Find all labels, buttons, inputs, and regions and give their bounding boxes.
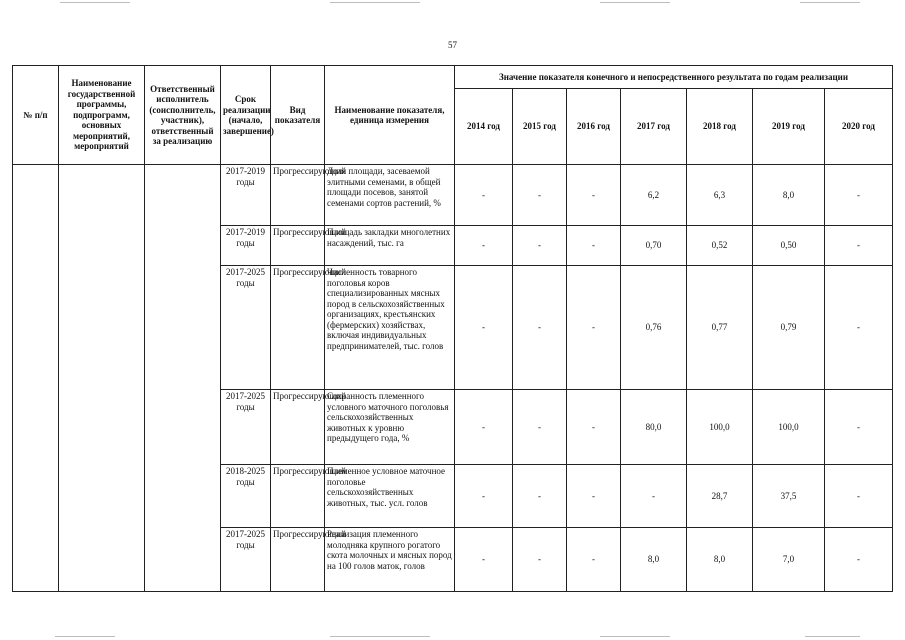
scan-edge-mark	[330, 2, 420, 3]
value-cell: 6,2	[621, 165, 687, 226]
value-cell: -	[455, 390, 513, 465]
kind-cell: Прогрессирующий	[271, 390, 325, 465]
indicator-cell: Племенное условное маточное поголовье сельскохозяйственных животных, тыс. усл. голов	[325, 465, 455, 528]
header-values-group: Значение показателя конечного и непосредственного результата по годам реализации	[455, 66, 893, 89]
header-year: 2014 год	[455, 89, 513, 165]
value-cell: -	[825, 390, 893, 465]
value-cell: -	[825, 465, 893, 528]
value-cell: -	[455, 465, 513, 528]
value-cell: 0,50	[753, 226, 825, 266]
header-program: Наименование государственной программы, подпрограмм, основных мероприятий, мероприятий	[59, 66, 145, 165]
indicator-cell: Реализация племенного молодняка крупного рогатого скота молочных и мясных пород на 100 голов маток, голов	[325, 528, 455, 592]
indicator-cell: Доля площади, засеваемой элитными семенами, в общей площади посевов, занятой семенами сортов растений, %	[325, 165, 455, 226]
value-cell: -	[513, 226, 567, 266]
header-indicator: Наименование показателя, единица измерения	[325, 66, 455, 165]
page-number: 57	[448, 40, 457, 50]
scan-edge-mark	[600, 636, 670, 637]
value-cell: -	[825, 165, 893, 226]
value-cell: 0,70	[621, 226, 687, 266]
number-cell	[13, 165, 59, 592]
value-cell: -	[567, 226, 621, 266]
value-cell: 28,7	[687, 465, 753, 528]
value-cell: -	[567, 465, 621, 528]
value-cell: -	[513, 528, 567, 592]
value-cell: 100,0	[687, 390, 753, 465]
value-cell: -	[825, 266, 893, 390]
indicators-table	[12, 65, 893, 592]
value-cell: 6,3	[687, 165, 753, 226]
scan-edge-mark	[55, 636, 115, 637]
header-year: 2017 год	[621, 89, 687, 165]
scan-edge-mark	[60, 2, 130, 3]
kind-cell: Прогрессирующий	[271, 528, 325, 592]
term-cell: 2017-2025 годы	[221, 266, 271, 390]
value-cell: 8,0	[687, 528, 753, 592]
value-cell: -	[513, 390, 567, 465]
term-cell: 2017-2025 годы	[221, 528, 271, 592]
header-year: 2015 год	[513, 89, 567, 165]
scan-edge-mark	[805, 636, 860, 637]
value-cell: 0,52	[687, 226, 753, 266]
header-year: 2019 год	[753, 89, 825, 165]
header-term: Срок реализации (начало, завершение)	[221, 66, 271, 165]
value-cell: -	[455, 266, 513, 390]
scan-edge-mark	[600, 2, 670, 3]
kind-cell: Прогрессирующий	[271, 226, 325, 266]
header-year: 2018 год	[687, 89, 753, 165]
value-cell: 37,5	[753, 465, 825, 528]
header-number: № п/п	[13, 66, 59, 165]
kind-cell: Прогрессирующий	[271, 465, 325, 528]
value-cell: -	[567, 528, 621, 592]
value-cell: -	[567, 266, 621, 390]
term-cell: 2017-2019 годы	[221, 226, 271, 266]
value-cell: 0,76	[621, 266, 687, 390]
program-cell	[59, 165, 145, 592]
value-cell: -	[455, 165, 513, 226]
indicator-cell: Сохранность племенного условного маточного поголовья сельскохозяйственных животных к уровню предыдущего года, %	[325, 390, 455, 465]
value-cell: 7,0	[753, 528, 825, 592]
value-cell: -	[825, 226, 893, 266]
header-kind: Вид показателя	[271, 66, 325, 165]
header-year: 2020 год	[825, 89, 893, 165]
header-responsible: Ответственный исполнитель (соисполнитель, участник), ответственный за реализацию	[145, 66, 221, 165]
value-cell: 8,0	[753, 165, 825, 226]
term-cell: 2018-2025 годы	[221, 465, 271, 528]
value-cell: -	[513, 465, 567, 528]
value-cell: -	[825, 528, 893, 592]
value-cell: -	[455, 226, 513, 266]
responsible-cell	[145, 165, 221, 592]
kind-cell: Прогрессирующий	[271, 266, 325, 390]
value-cell: 100,0	[753, 390, 825, 465]
indicator-cell: Площадь закладки многолетних насаждений, тыс. га	[325, 226, 455, 266]
value-cell: 0,79	[753, 266, 825, 390]
term-cell: 2017-2025 годы	[221, 390, 271, 465]
scan-edge-mark	[800, 2, 860, 3]
value-cell: 0,77	[687, 266, 753, 390]
term-cell: 2017-2019 годы	[221, 165, 271, 226]
value-cell: 8,0	[621, 528, 687, 592]
value-cell: -	[621, 465, 687, 528]
value-cell: 80,0	[621, 390, 687, 465]
value-cell: -	[455, 528, 513, 592]
indicator-cell: Численность товарного поголовья коров специализированных мясных пород в сельскохозяйственных организациях, крестьянских (фермерских) хозяйствах, включая индивидуальных предпринимателей, тыс. голов	[325, 266, 455, 390]
scan-edge-mark	[330, 636, 430, 637]
table-row	[13, 165, 893, 226]
kind-cell: Прогрессирующий	[271, 165, 325, 226]
value-cell: -	[567, 165, 621, 226]
value-cell: -	[513, 165, 567, 226]
value-cell: -	[567, 390, 621, 465]
value-cell: -	[513, 266, 567, 390]
header-year: 2016 год	[567, 89, 621, 165]
